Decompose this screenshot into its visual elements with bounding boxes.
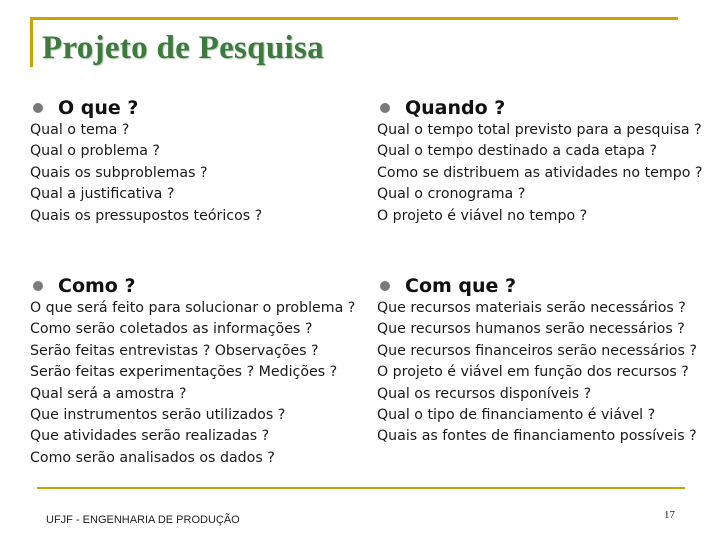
footer-divider <box>37 487 685 489</box>
list-item: O projeto é viável em função dos recursos ? <box>377 364 689 381</box>
slide-title: Projeto de Pesquisa <box>42 30 324 66</box>
list-item: Como serão analisados os dados ? <box>30 449 275 466</box>
question-list <box>30 298 355 469</box>
list-item: Qual o cronograma ? <box>377 186 526 203</box>
list-item: Que atividades serão realizadas ? <box>30 428 270 445</box>
section-como <box>30 274 355 469</box>
list-item: Que instrumentos serão utilizados ? <box>30 407 286 424</box>
bullet-icon <box>380 281 390 291</box>
list-item: Que recursos humanos serão necessários ? <box>377 321 685 338</box>
page-number: 17 <box>664 509 675 521</box>
list-item: Quais os subproblemas ? <box>30 164 208 181</box>
bullet-icon <box>380 103 390 113</box>
section-heading-como <box>30 274 355 298</box>
question-list <box>377 120 702 227</box>
list-item: Qual os recursos disponíveis ? <box>377 385 592 402</box>
question-list <box>377 298 697 448</box>
section-com-que <box>377 274 697 448</box>
bullet-icon <box>33 281 43 291</box>
left-border-line <box>30 17 33 67</box>
bullet-icon <box>33 103 43 113</box>
section-heading-com-que <box>377 274 697 298</box>
list-item: Qual o tempo destinado a cada etapa ? <box>377 143 657 160</box>
heading-label: Quando ? <box>405 97 506 119</box>
section-o-que <box>30 96 262 227</box>
heading-label: Com que ? <box>405 275 517 297</box>
list-item: Como serão coletados as informações ? <box>30 321 313 338</box>
list-item: Quais os pressupostos teóricos ? <box>30 207 263 224</box>
question-list <box>30 120 262 227</box>
list-item: Serão feitas entrevistas ? Observações ? <box>30 342 319 359</box>
list-item: O projeto é viável no tempo ? <box>377 207 588 224</box>
list-item: Como se distribuem as atividades no tempo ? <box>377 164 703 181</box>
top-border-line <box>30 17 678 20</box>
section-heading-o-que <box>30 96 262 120</box>
heading-label: Como ? <box>58 275 136 297</box>
list-item: Qual a justificativa ? <box>30 186 175 203</box>
section-heading-quando <box>377 96 702 120</box>
list-item: Qual o tempo total previsto para a pesquisa ? <box>377 122 702 138</box>
list-item: Qual será a amostra ? <box>30 385 187 402</box>
list-item: O que será feito para solucionar o problema ? <box>30 300 356 316</box>
list-item: Qual o tema ? <box>30 122 130 138</box>
list-item: Quais as fontes de financiamento possíveis ? <box>377 428 697 445</box>
list-item: Serão feitas experimentações ? Medições ? <box>30 364 338 381</box>
section-quando <box>377 96 702 227</box>
list-item: Qual o tipo de financiamento é viável ? <box>377 407 656 424</box>
footer-label: UFJF - ENGENHARIA DE PRODUÇÃO <box>46 514 240 526</box>
list-item: Qual o problema ? <box>30 143 160 160</box>
heading-label: O que ? <box>58 97 139 119</box>
list-item: Que recursos materiais serão necessários ? <box>377 300 686 316</box>
list-item: Que recursos financeiros serão necessários ? <box>377 342 697 359</box>
